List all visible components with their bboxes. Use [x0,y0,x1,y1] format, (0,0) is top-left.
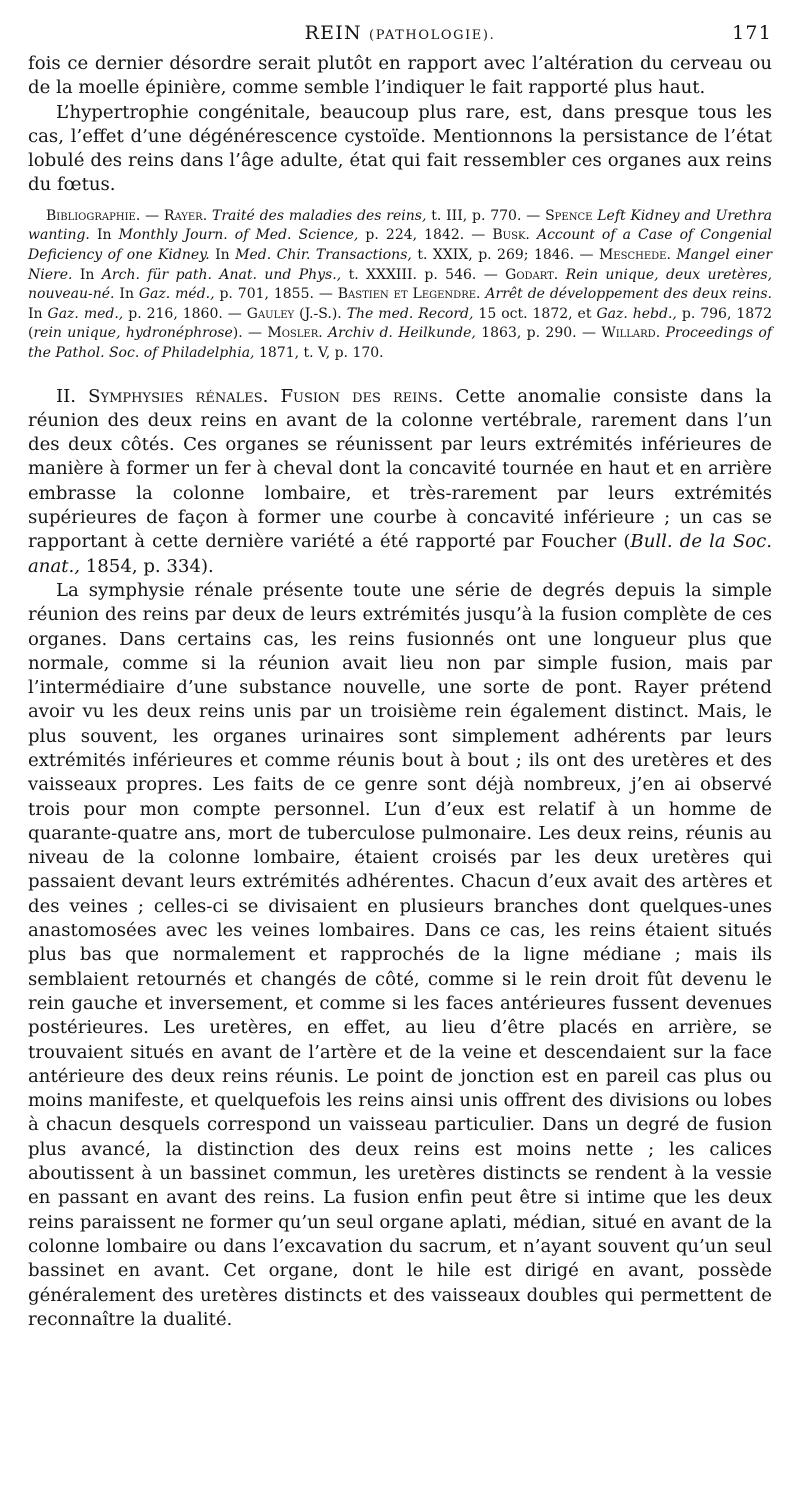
page [28,22,772,1332]
biblio-details: p. 796, 1872 ( [28,305,773,342]
biblio-author: Gauley [246,305,295,322]
biblio-journal: Gaz. méd., [138,286,215,303]
running-title [28,22,772,44]
biblio-title: Account of a Case of Congenial Deficiency of one Kidney. [28,227,773,263]
biblio-journal: Gaz. med., [47,305,124,322]
biblio-author: Spence [545,207,593,224]
biblio-author: Willard. [601,325,661,342]
biblio-in: In [119,286,134,303]
biblio-author: Busk. [492,227,530,244]
biblio-details: p. 216, 1860. — [128,305,242,322]
section-number: II. [56,385,77,407]
running-title-main: REIN [304,22,362,44]
biblio-title: Arrêt de développement des deux reins. [485,286,773,303]
paragraph-continued: fois ce dernier désordre serait plutôt en rapport avec l’altération du cerveau ou de la moelle épinière, comme semble l’indiquer le fait rapporté plus haut. [28,53,772,99]
biblio-title: Archiv d. Heilkunde, [328,325,476,342]
section-reference-details: 1854, p. 334). [85,555,214,577]
biblio-title: Traité des maladies des reins, [212,207,427,224]
biblio-details: p. 701, 1855. — [219,286,333,303]
biblio-author: Rayer. [163,207,208,224]
biblio-journal: Arch. für path. Anat. und Phys., [101,266,342,283]
biblio-in: In [215,246,230,263]
paragraph-symphysis: La symphysie rénale présente toute une série de degrés depuis la simple réunion des reins par deux de leurs extrémités jusqu’à la fusion complète de ces organes. Dans certains cas, les reins fusionnés ont une longueur plus que normale, comme si la réunion avait lieu non par simple fusion, mais par l’intermédiaire d’une substance nouvelle, une sorte de pont. Rayer prétend avoir vu les deux reins unis par un troisième rein également distinct. Mais, le plus souvent, les organes urinaires sont simplement adhérents par leurs extrémités inférieures et comme réunis bout à bout ; ils ont des uretères et des vaisseaux propres. Les faits de ce genre sont déjà nombreux, j’en ai observé trois pour mon compte personnel. L’un d’eux est relatif à un homme de quarante-quatre ans, mort de tuberculose pulmonaire. Les deux reins, réunis au niveau de la colonne lombaire, étaient croisés par les deux uretères qui passaient devant leurs extrémités adhérentes. Chacun d’eux avait des artères et des veines ; celles-ci se divisaient en plusieurs branches dont quelques-unes anastomosées avec les veines lombaires. Dans ce cas, les reins étaient situés plus bas que normalement et rapprochés de la ligne médiane ; mais ils semblaient retournés et changés de côté, comme si le rein droit fût devenu le rein gauche et inversement, et comme si les faces antérieures fussent devenues postérieures. Les uretères, en effet, au lieu d’être placés en arrière, se trouvaient situés en avant de l’artère et de la veine et descendaient sur la face antérieure des deux reins réunis. Le point de jonction est en pareil cas plus ou moins manifeste, et quelquefois les reins ainsi unis offrent des divisions ou lobes à chacun desquels correspond un vaisseau particulier. Dans un degré de fusion plus avancé, la distinction des deux reins est moins nette ; les calices aboutissent à un bassinet commun, les uretères distincts se rendent à la vessie en passant en avant des reins. La fusion enfin peut être si intime que les deux reins paraissent ne former qu’un seul organe aplati, médian, situé en avant de la colonne lombaire ou dans l’excavation du sacrum, et n’ayant souvent qu’un seul bassinet en avant. Cet organe, dont le hile est dirigé en avant, possède généralement des uretères distincts et des vaisseaux doubles qui permettent de reconnaître la dualité. [28,579,772,1330]
biblio-details: 15 oct. 1872, et [478,305,592,322]
biblio-details: ). — [232,325,263,342]
biblio-author: Bastien et Legendre. [337,286,481,303]
biblio-journal: Med. Chir. Transactions, [235,246,412,263]
biblio-details: t. III, p. 770. — [431,207,541,224]
biblio-note: rein unique, hydronéphrose [33,325,233,342]
section-reference: Bull. de la Soc. anat., [28,531,772,577]
biblio-title: Mangel einer Niere. [28,246,773,283]
page-number: 171 [732,22,772,44]
biblio-in: In [79,266,95,283]
section-text: Cette anomalie consiste dans la réunion des deux reins en avant de la colonne vertébrale, rarement dans l’un des deux côtés. Ces organes se réunissent par leurs extrémités inférieures de manière à former un fer à cheval dont la concavité tournée en haut et en arrière embrasse la colonne lombaire, et très-rarement par leurs extrémités supérieures de façon à former une courbe à concavité inférieure ; un cas se rapportant à cette dernière variété a été rapporté par Foucher ( [28,385,772,553]
biblio-journal: Gaz. hebd., [596,305,677,322]
biblio-title: The med. Record, [346,305,474,322]
biblio-details: 1863, p. 290. — [481,325,596,342]
section-ii-paragraph [28,385,772,579]
section-heading: Symphysies rénales. [88,385,269,407]
biblio-details: t. XXXIII. p. 546. — [348,266,498,283]
biblio-details: 1871, t. V, p. 170. [258,344,384,361]
biblio-initials: (J.-S.). [299,305,342,322]
section-subheading: Fusion des reins. [280,385,444,407]
biblio-in: In [96,227,112,244]
biblio-title: Rein unique, deux uretères, nouveau-né. [28,266,773,303]
biblio-details: t. XXIX, p. 269; 1846. — [417,246,594,263]
running-title-sub: (PATHOLOGIE). [369,28,496,43]
biblio-in: In [28,305,43,322]
biblio-journal: Monthly Journ. of Med. Science, [118,227,359,244]
biblio-title: Proceedings of the Pathol. Soc. of Philadelphia, [28,325,773,361]
bibliography-heading: Bibliographie. [46,207,141,224]
biblio-author: Mosler. [267,325,323,342]
biblio-title: Left Kidney and Urethra wanting. [28,207,772,244]
biblio-author: Godart. [505,266,559,283]
paragraph-hypertrophy: L’hypertrophie congénitale, beaucoup plus rare, est, dans presque tous les cas, l’effet d’une dégénérescence cystoïde. Mentionnons la persistance de l’état lobulé des reins dans l’âge adulte, état qui fait ressembler ces organes aux reins du fœtus. [28,101,772,196]
biblio-details: p. 224, 1842. — [365,227,486,244]
running-header [28,22,772,52]
bibliography: Bibliographie. — Rayer. Traité des maladies des reins, t. III, p. 770. — Spence Left Kidney and Urethra wanting. In Monthly Journ. of Med. Science, p. 224, 1842. — Busk. Account of a Case of Congenial Deficiency of one Kidney. In Med. Chir. Transactions, t. XXIX, p. 269; 1846. — Meschede. Mangel einer Niere. In Arch. für path. Anat. und Phys., t. XXXIII. p. 546. — Godart. Rein unique, deux uretères, nouveau-né. In Gaz. méd., p. 701, 1855. — Bastien et Legendre. Arrêt de développement des deux reins. In Gaz. med., p. 216, 1860. — Gauley (J.-S.). The med. Record, 15 oct. 1872, et Gaz. hebd., p. 796, 1872 (rein unique, hydronéphrose). — Mosler. Archiv d. Heilkunde, 1863, p. 290. — Willard. Proceedings of the Pathol. Soc. of Philadelphia, 1871, t. V, p. 170. [28,207,773,361]
biblio-author: Meschede. [598,246,671,263]
